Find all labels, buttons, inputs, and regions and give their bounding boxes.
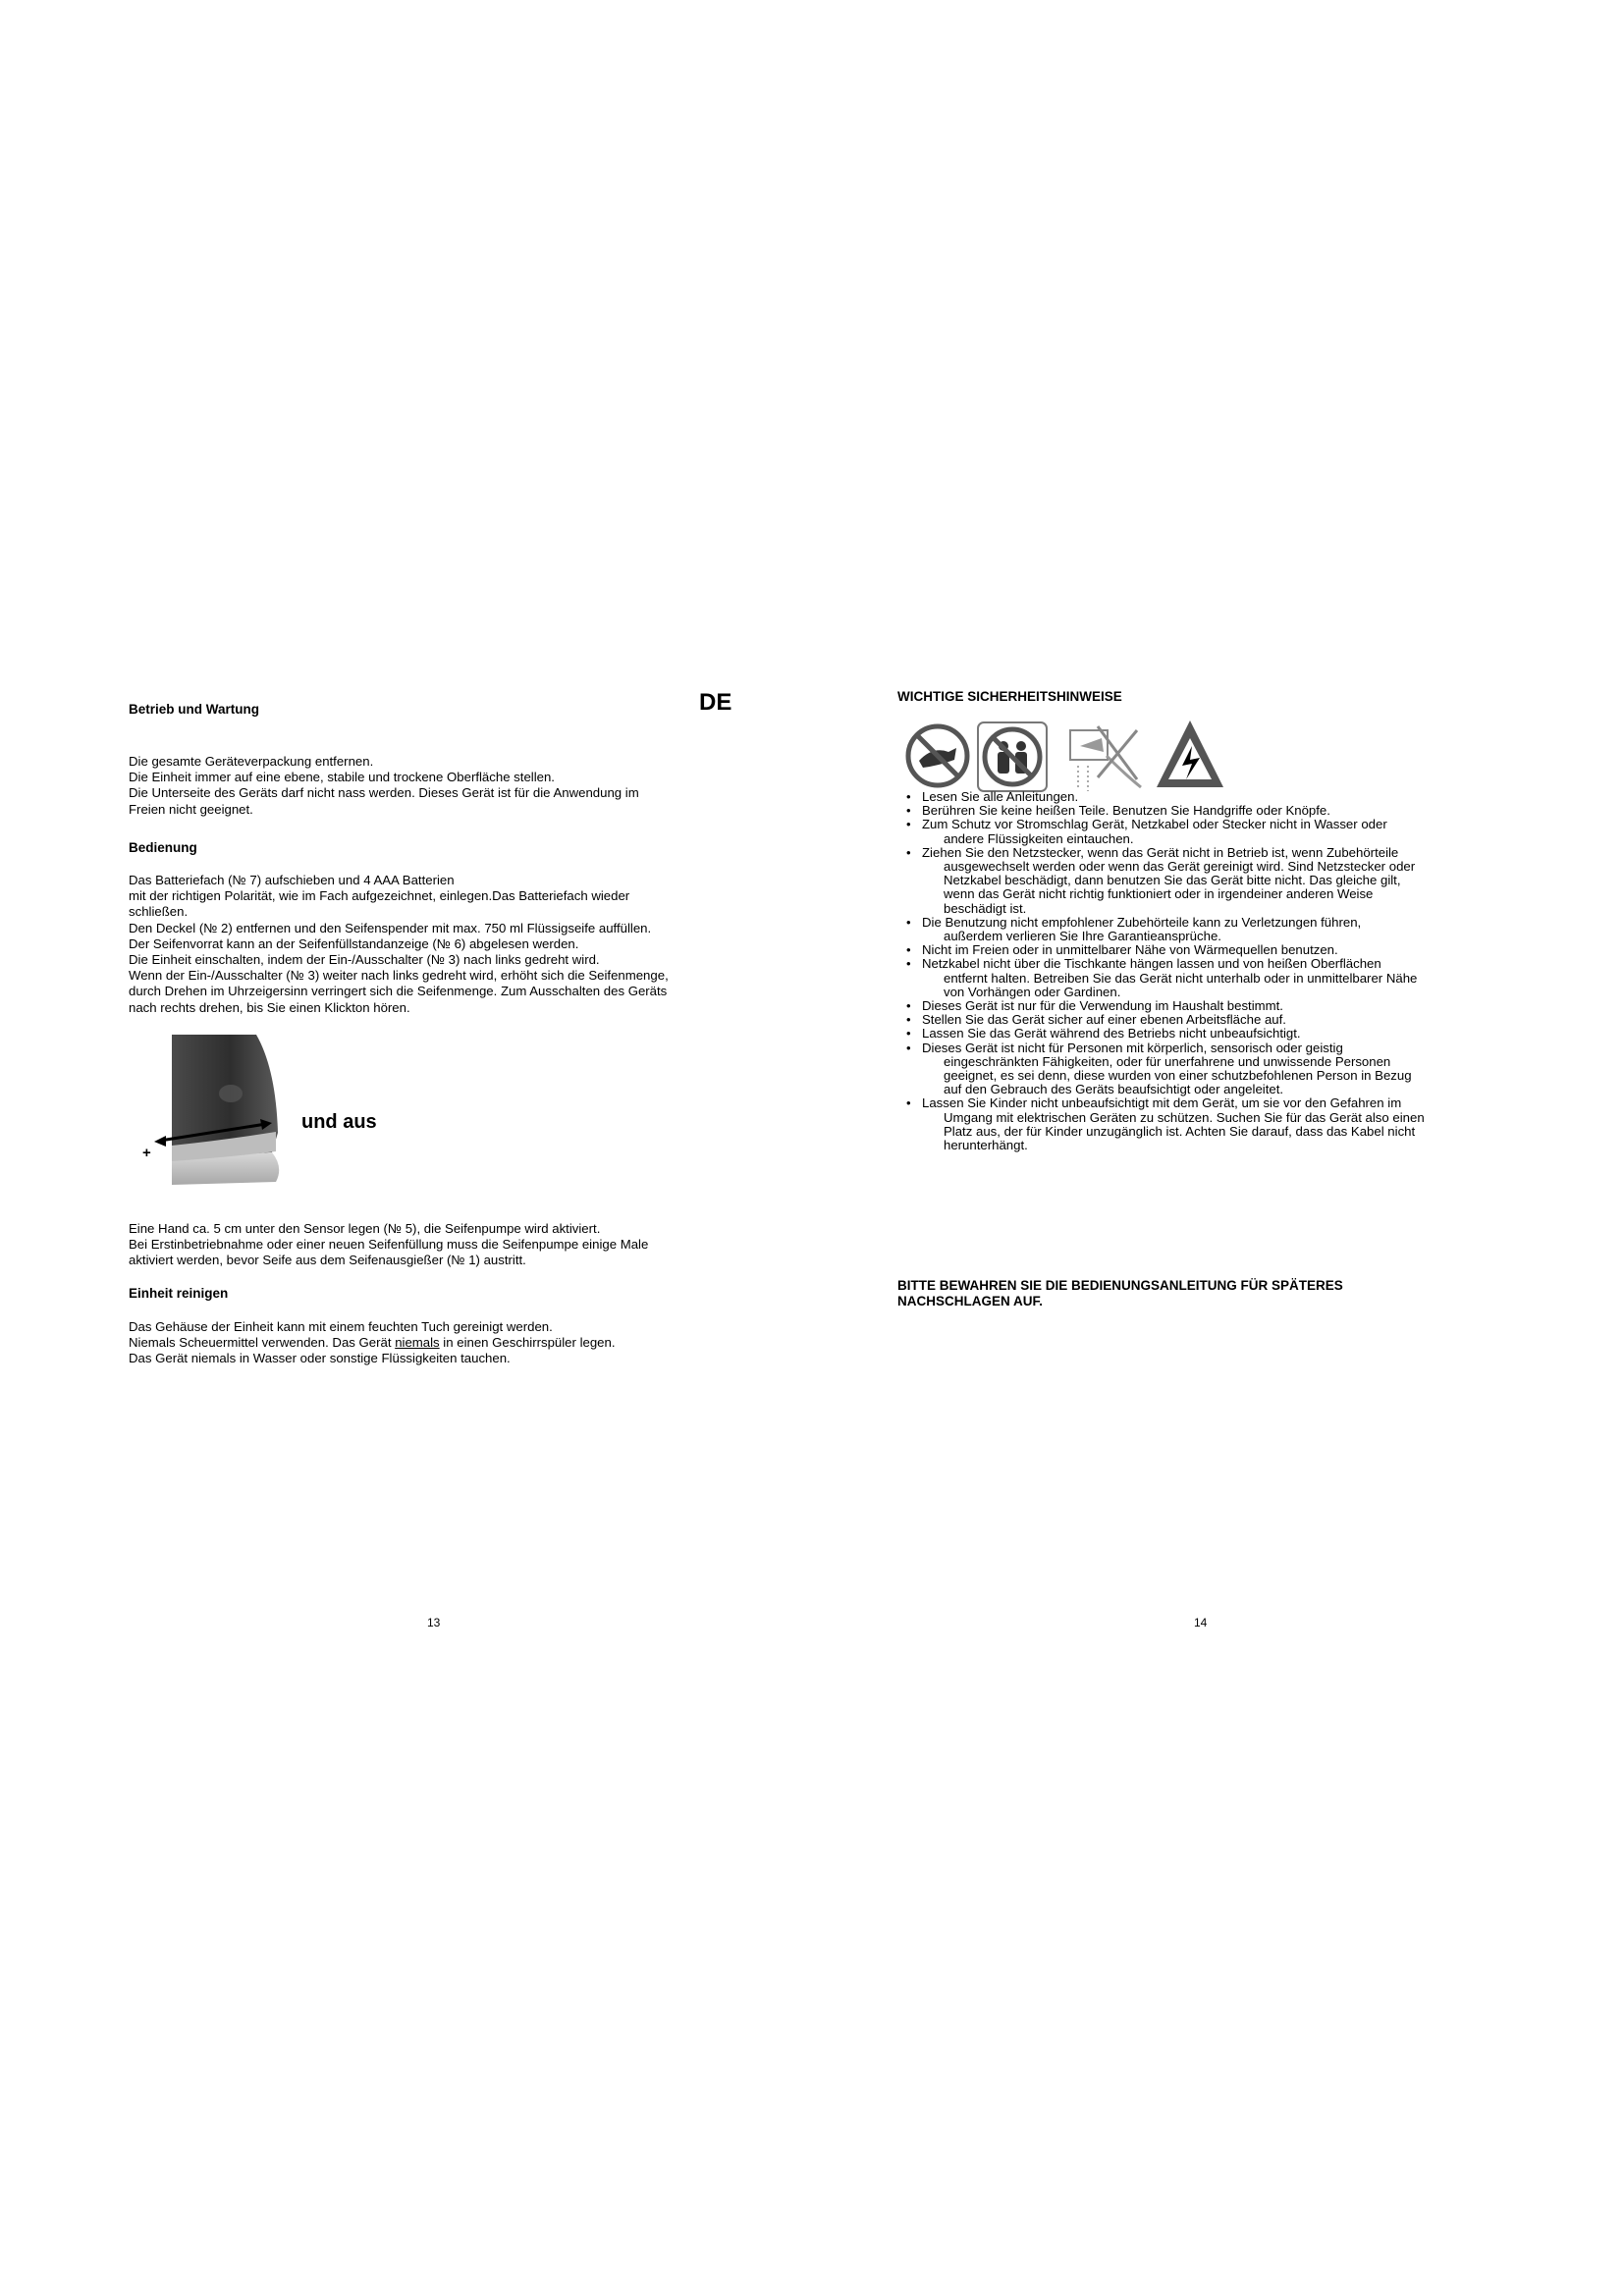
list-item: • Lassen Sie das Gerät während des Betriebs nicht unbeaufsichtigt. <box>906 1026 1301 1041</box>
text-line: BITTE BEWAHREN SIE DIE BEDIENUNGSANLEITUNG FÜR SPÄTERES <box>897 1278 1343 1293</box>
text-line: Die Unterseite des Geräts darf nicht nass werden. Dieses Gerät ist für die Anwendung im <box>129 785 639 801</box>
sensor-text <box>129 1221 648 1269</box>
text-line: NACHSCHLAGEN AUF. <box>897 1293 1043 1308</box>
section-title: Betrieb und Wartung <box>129 702 259 717</box>
text-line: Die gesamte Geräteverpackung entfernen. <box>129 754 374 769</box>
text-line: Das Gehäuse der Einheit kann mit einem feuchten Tuch gereinigt werden. <box>129 1319 553 1334</box>
no-children-icon <box>978 722 1047 791</box>
text-line: mit der richtigen Polarität, wie im Fach aufgezeichnet, einlegen.Das Batteriefach wieder <box>129 888 630 904</box>
safety-title: WICHTIGE SICHERHEITSHINWEISE <box>897 689 1122 704</box>
list-item: • Dieses Gerät ist nicht für Personen mit körperlich, sensorisch oder geistig eingeschränkten Fähigkeiten, oder für unerfahrene und unwissende Personen geeignet, es sei denn, diese wurden von einer schutzbefohlenen Person in Bezug auf den Gebrauch des Geräts beaufsichtigt oder angeleitet. <box>906 1040 1412 1097</box>
list-item: • Dieses Gerät ist nur für die Verwendung im Haushalt bestimmt. <box>906 998 1283 1014</box>
photo-label: und aus <box>301 1111 377 1133</box>
no-touch-hot-icon <box>908 726 967 785</box>
text-line: Freien nicht geeignet. <box>129 801 253 817</box>
no-water-icon <box>1070 726 1141 791</box>
arrow-head-left <box>154 1136 166 1147</box>
list-item: • Lesen Sie alle Anleitungen. <box>906 789 1079 804</box>
list-item: • Netzkabel nicht über die Tischkante hängen lassen und von heißen Oberflächen entfernt halten. Betreiben Sie das Gerät nicht unterhalb oder in unmittelbarer Nähe von Vorhängen oder Gardinen. <box>906 956 1418 999</box>
list-item: • Zum Schutz vor Stromschlag Gerät, Netzkabel oder Stecker nicht in Wasser oder andere Flüssigkeiten eintauchen. <box>906 817 1387 846</box>
text-line: Bei Erstinbetriebnahme oder einer neuen Seifenfüllung muss die Seifenpumpe einige Male <box>129 1237 649 1253</box>
text-line: nach rechts drehen, bis Sie einen Klickton hören. <box>129 999 410 1015</box>
text-line: Das Gerät niemals in Wasser oder sonstige Flüssigkeiten tauchen. <box>129 1351 511 1366</box>
text-line: Wenn der Ein-/Ausschalter (№ 3) weiter nach links gedreht wird, erhöht sich die Seifenmenge, <box>129 968 669 984</box>
list-item: • Lassen Sie Kinder nicht unbeaufsichtigt mit dem Gerät, um sie vor den Gefahren im Umgang mit elektrischen Geräten zu schützen. Suchen Sie für das Gerät also einen Platz aus, der für Kinder unzugänglich ist. Achten Sie darauf, dass das Kabel nicht herunterhängt. <box>906 1095 1425 1153</box>
page-number: 14 <box>1194 1616 1208 1629</box>
text-line: aktiviert werden, bevor Seife aus dem Seifenausgießer (№ 1) austritt. <box>129 1253 526 1268</box>
intro-text <box>129 754 639 818</box>
sensor-window <box>219 1085 243 1102</box>
text-line: Niemals Scheuermittel verwenden. Das Gerät niemals in einen Geschirrspüler legen. <box>129 1335 616 1351</box>
safety-list <box>900 790 1588 1152</box>
text-line: Eine Hand ca. 5 cm unter den Sensor legen (№ 5), die Seifenpumpe wird aktiviert. <box>129 1221 601 1236</box>
text-line: schließen. <box>129 904 189 920</box>
language-code: DE <box>699 689 732 716</box>
reinigen-text <box>129 1319 616 1367</box>
page-14 <box>812 0 1624 2296</box>
plus-sign: + <box>142 1145 151 1161</box>
electric-hazard-icon <box>1157 721 1223 787</box>
list-item: • Berühren Sie keine heißen Teile. Benutzen Sie Handgriffe oder Knöpfe. <box>906 803 1330 819</box>
bedienung-heading: Bedienung <box>129 840 197 855</box>
text-line: Das Batteriefach (№ 7) aufschieben und 4 AAA Batterien <box>129 873 455 887</box>
keep-instructions-note <box>897 1278 1343 1308</box>
page-number: 13 <box>427 1616 441 1629</box>
text-line: Die Einheit immer auf eine ebene, stabile und trockene Oberfläche stellen. <box>129 770 555 785</box>
list-item: • Ziehen Sie den Netzstecker, wenn das Gerät nicht in Betrieb ist, wenn Zubehörteile ausgewechselt werden oder wenn das Gerät gereinigt wird. Sind Netzstecker oder Netzkabel beschädigt, dann benutzen Sie das Gerät bitte nicht. Das gleiche gilt, wenn das Gerät nicht richtig funktioniert oder in irgendeiner anderen Weise beschädigt ist. <box>906 844 1416 916</box>
text-line: Der Seifenvorrat kann an der Seifenfüllstandanzeige (№ 6) abgelesen werden. <box>129 935 579 951</box>
list-item: • Die Benutzung nicht empfohlener Zubehörteile kann zu Verletzungen führen, außerdem verlieren Sie Ihre Garantieansprüche. <box>906 914 1362 944</box>
reinigen-heading: Einheit reinigen <box>129 1286 229 1301</box>
list-item: • Stellen Sie das Gerät sicher auf einer ebenen Arbeitsfläche auf. <box>906 1012 1286 1028</box>
device-switch-photo <box>129 1030 384 1187</box>
warning-icons <box>905 717 1239 795</box>
text-line: durch Drehen im Uhrzeigersinn verringert sich die Seifenmenge. Zum Ausschalten des Geräts <box>129 984 668 999</box>
bedienung-text <box>129 873 669 1016</box>
list-item: • Nicht im Freien oder in unmittelbarer Nähe von Wärmequellen benutzen. <box>906 942 1338 958</box>
text-line: Die Einheit einschalten, indem der Ein-/Ausschalter (№ 3) nach links gedreht wird. <box>129 952 600 968</box>
text-line: Den Deckel (№ 2) entfernen und den Seifenspender mit max. 750 ml Flüssigseife auffüllen. <box>129 920 652 935</box>
